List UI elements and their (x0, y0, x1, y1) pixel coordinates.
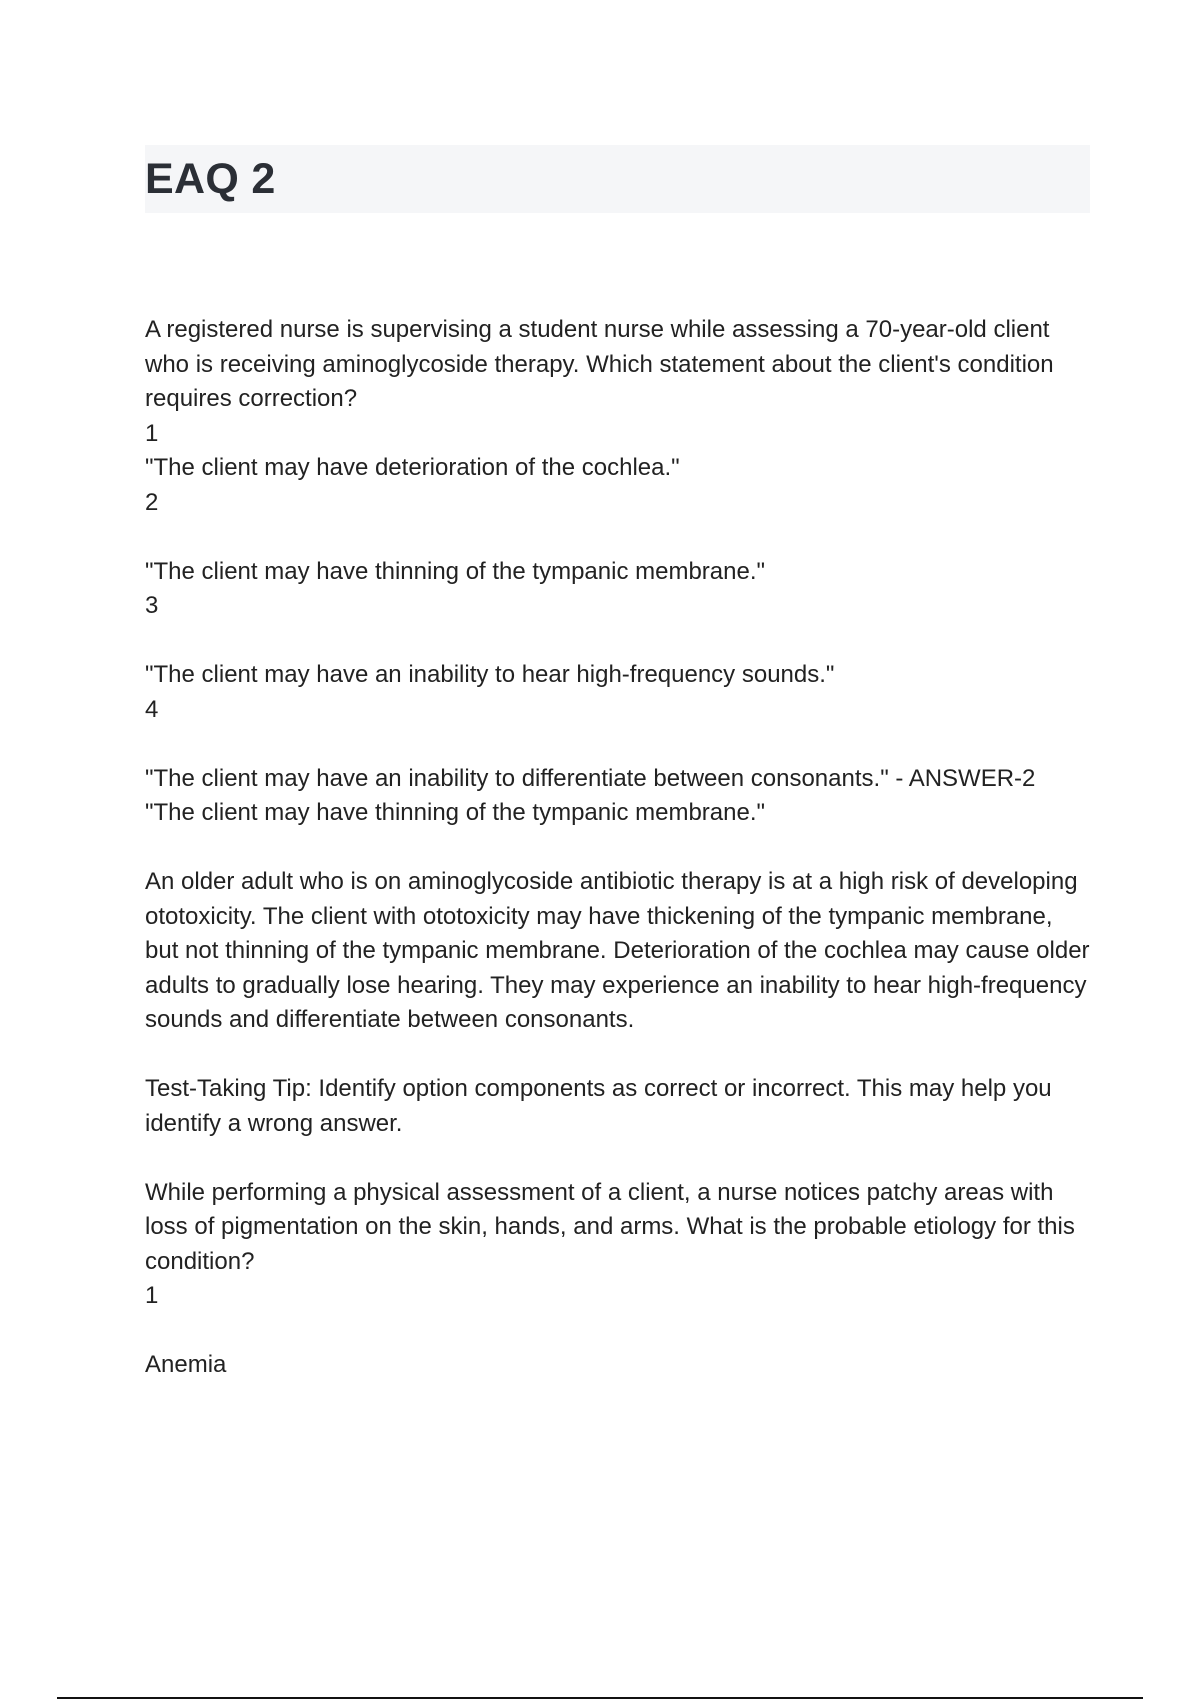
question-1-option-3-number: 3 (145, 592, 159, 619)
spacer (145, 1038, 1090, 1073)
title-banner (145, 145, 1090, 213)
question-1-option-2-text: "The client may have thinning of the tympanic membrane." (145, 557, 766, 585)
question-1-option-4-text-and-answer: "The client may have an inability to differentiate between consonants." - ANSWER-2 "The client may have thinning of the tympanic membrane." (145, 764, 1036, 826)
bottom-divider (57, 1697, 1143, 1699)
question-2-option-1-text: Anemia (145, 1351, 227, 1378)
spacer (145, 520, 1090, 555)
spacer (145, 624, 1090, 659)
question-1-option-3-text: "The client may have an inability to hear high-frequency sounds." (145, 661, 835, 688)
spacer (145, 831, 1090, 866)
spacer (145, 727, 1090, 762)
page-title: EAQ 2 (145, 155, 276, 203)
document-body (145, 313, 1090, 1383)
question-2-option-1-number: 1 (145, 1282, 159, 1309)
question-1-option-1-number: 1 (145, 419, 159, 447)
spacer (145, 1314, 1090, 1349)
question-2-stem: While performing a physical assessment of a client, a nurse notices patchy areas with loss of pigmentation on the skin, hands, and arms. What is the probable etiology for this condition? (145, 1178, 1075, 1275)
question-1-option-2-number: 2 (145, 488, 159, 516)
question-1-rationale: An older adult who is on aminoglycoside antibiotic therapy is at a high risk of developing ototoxicity. The client with ototoxicity may have thickening of the tympanic membrane, but not thinning of the tympanic membrane. Deterioration of the cochlea may cause older adults to gradually lose hearing. They may experience an inability to hear high-frequency sounds and differentiate between consonants. (145, 868, 1090, 1033)
question-1-option-1-text: "The client may have deterioration of the cochlea." (145, 454, 680, 481)
question-1-option-4-number: 4 (145, 695, 159, 723)
spacer (145, 1141, 1090, 1176)
question-1-test-taking-tip: Test-Taking Tip: Identify option components as correct or incorrect. This may help you identify a wrong answer. (145, 1075, 1052, 1137)
question-1-stem: A registered nurse is supervising a student nurse while assessing a 70-year-old client who is receiving aminoglycoside therapy. Which statement about the client's condition requires correction? (145, 316, 1054, 412)
